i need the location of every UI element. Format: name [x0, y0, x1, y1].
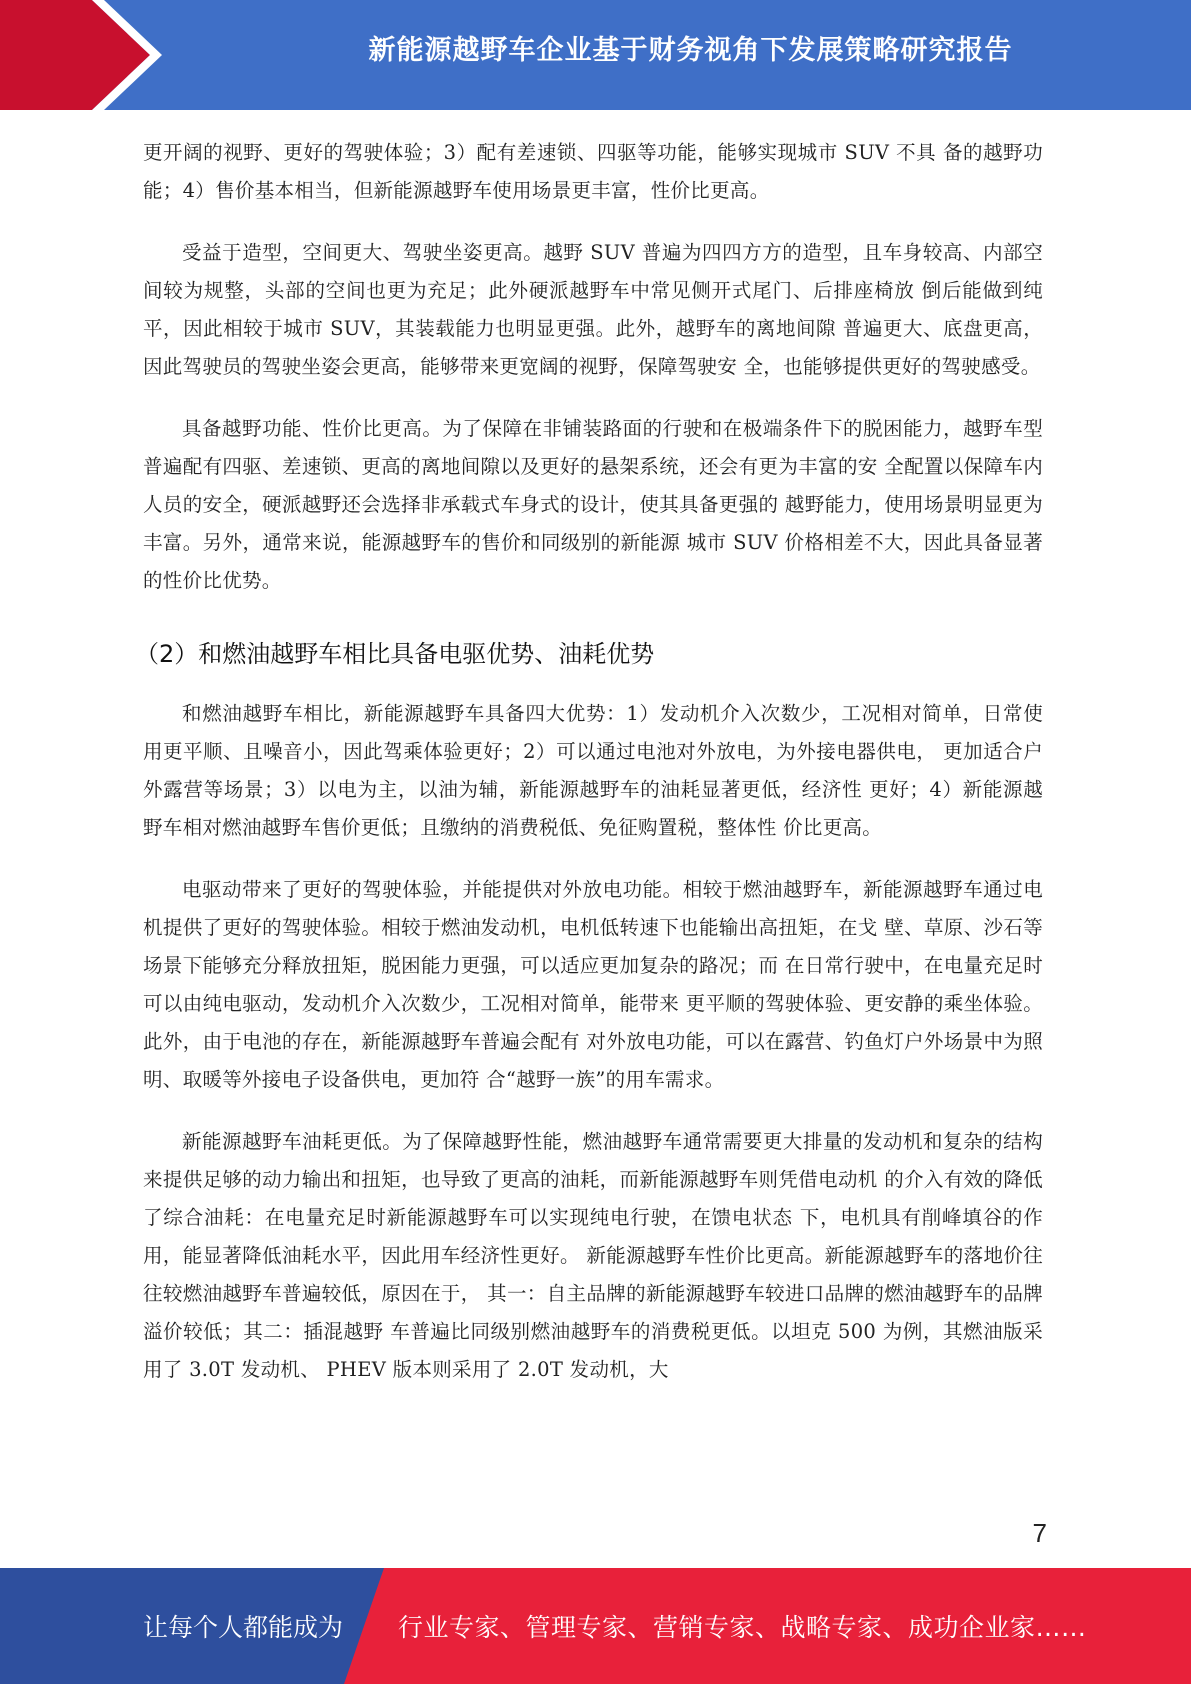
- section-subheading: （2）和燃油越野车相比具备电驱优势、油耗优势: [135, 640, 655, 668]
- paragraph: 电驱动带来了更好的驾驶体验，并能提供对外放电功能。相较于燃油越野车，新能源越野车通过电机提供了更好的驾驶体验。相较于燃油发动机，电机低转速下也能输出高扭矩，在戈 壁、草原、沙石等场景下能够充分释放扭矩，脱困能力更强，可以适应更加复杂的路况；而 在日常行驶中，在电量充足时可以由纯电驱动，发动机介入次数少，工况相对简单，能带来 更平顺的驾驶体验、更安静的乘坐体验。此外，由于电池的存在，新能源越野车普遍会配有 对外放电功能，可以在露营、钓鱼灯户外场景中为照明、取暖等外接电子设备供电，更加符 合“越野一族”的用车需求。: [143, 878, 1043, 1091]
- main-content: [135, 134, 1043, 1389]
- paragraph: 具备越野功能、性价比更高。为了保障在非铺装路面的行驶和在极端条件下的脱困能力，越野车型普遍配有四驱、差速锁、更高的离地间隙以及更好的悬架系统，还会有更为丰富的安 全配置以保障车内人员的安全，硬派越野还会选择非承载式车身式的设计，使其具备更强的 越野能力，使用场景明显更为丰富。另外，通常来说，能源越野车的售价和同级别的新能源 城市 SUV 价格相差不大，因此具备显著的性价比优势。: [143, 417, 1043, 592]
- paragraph: 更开阔的视野、更好的驾驶体验；3）配有差速锁、四驱等功能，能够实现城市 SUV 不具 备的越野功能；4）售价基本相当，但新能源越野车使用场景更丰富，性价比更高。: [143, 141, 1043, 202]
- paragraph: 和燃油越野车相比，新能源越野车具备四大优势：1）发动机介入次数少，工况相对简单，日常使用更平顺、且噪音小，因此驾乘体验更好；2）可以通过电池对外放电，为外接电器供电， 更加适合户外露营等场景；3）以电为主，以油为辅，新能源越野车的油耗显著更低，经济性 更好；4）新能源越野车相对燃油越野车售价更低；且缴纳的消费税低、免征购置税，整体性 价比更高。: [143, 702, 1043, 839]
- footer-slogan-left: 让每个人都能成为: [143, 1613, 344, 1642]
- paragraph: 受益于造型，空间更大、驾驶坐姿更高。越野 SUV 普遍为四四方方的造型，且车身较高、内部空间较为规整，头部的空间也更为充足；此外硬派越野车中常见侧开式尾门、后排座椅放 倒后能做到纯平，因此相较于城市 SUV，其装载能力也明显更强。此外，越野车的离地间隙 普遍更大、底盘更高，因此驾驶员的驾驶坐姿会更高，能够带来更宽阔的视野，保障驾驶安 全，也能够提供更好的驾驶感受。: [143, 241, 1043, 378]
- footer-slogan-right: 行业专家、管理专家、营销专家、战略专家、成功企业家……: [398, 1613, 1087, 1642]
- page-header: [0, 0, 1191, 110]
- page-footer: [0, 1568, 1191, 1684]
- page-number: 7: [1032, 1518, 1047, 1548]
- report-title: 新能源越野车企业基于财务视角下发展策略研究报告: [368, 35, 1013, 66]
- paragraph: 新能源越野车油耗更低。为了保障越野性能，燃油越野车通常需要更大排量的发动机和复杂的结构来提供足够的动力输出和扭矩，也导致了更高的油耗，而新能源越野车则凭借电动机 的介入有效的降低了综合油耗：在电量充足时新能源越野车可以实现纯电行驶，在馈电状态 下，电机具有削峰填谷的作用，能显著降低油耗水平，因此用车经济性更好。 新能源越野车性价比更高。新能源越野车的落地价往往较燃油越野车普遍较低，原因在于， 其一：自主品牌的新能源越野车较进口品牌的燃油越野车的品牌溢价较低；其二：插混越野 车普遍比同级别燃油越野车的消费税更低。以坦克 500 为例，其燃油版采用了 3.0T 发动机、 PHEV 版本则采用了 2.0T 发动机，大: [143, 1130, 1043, 1381]
